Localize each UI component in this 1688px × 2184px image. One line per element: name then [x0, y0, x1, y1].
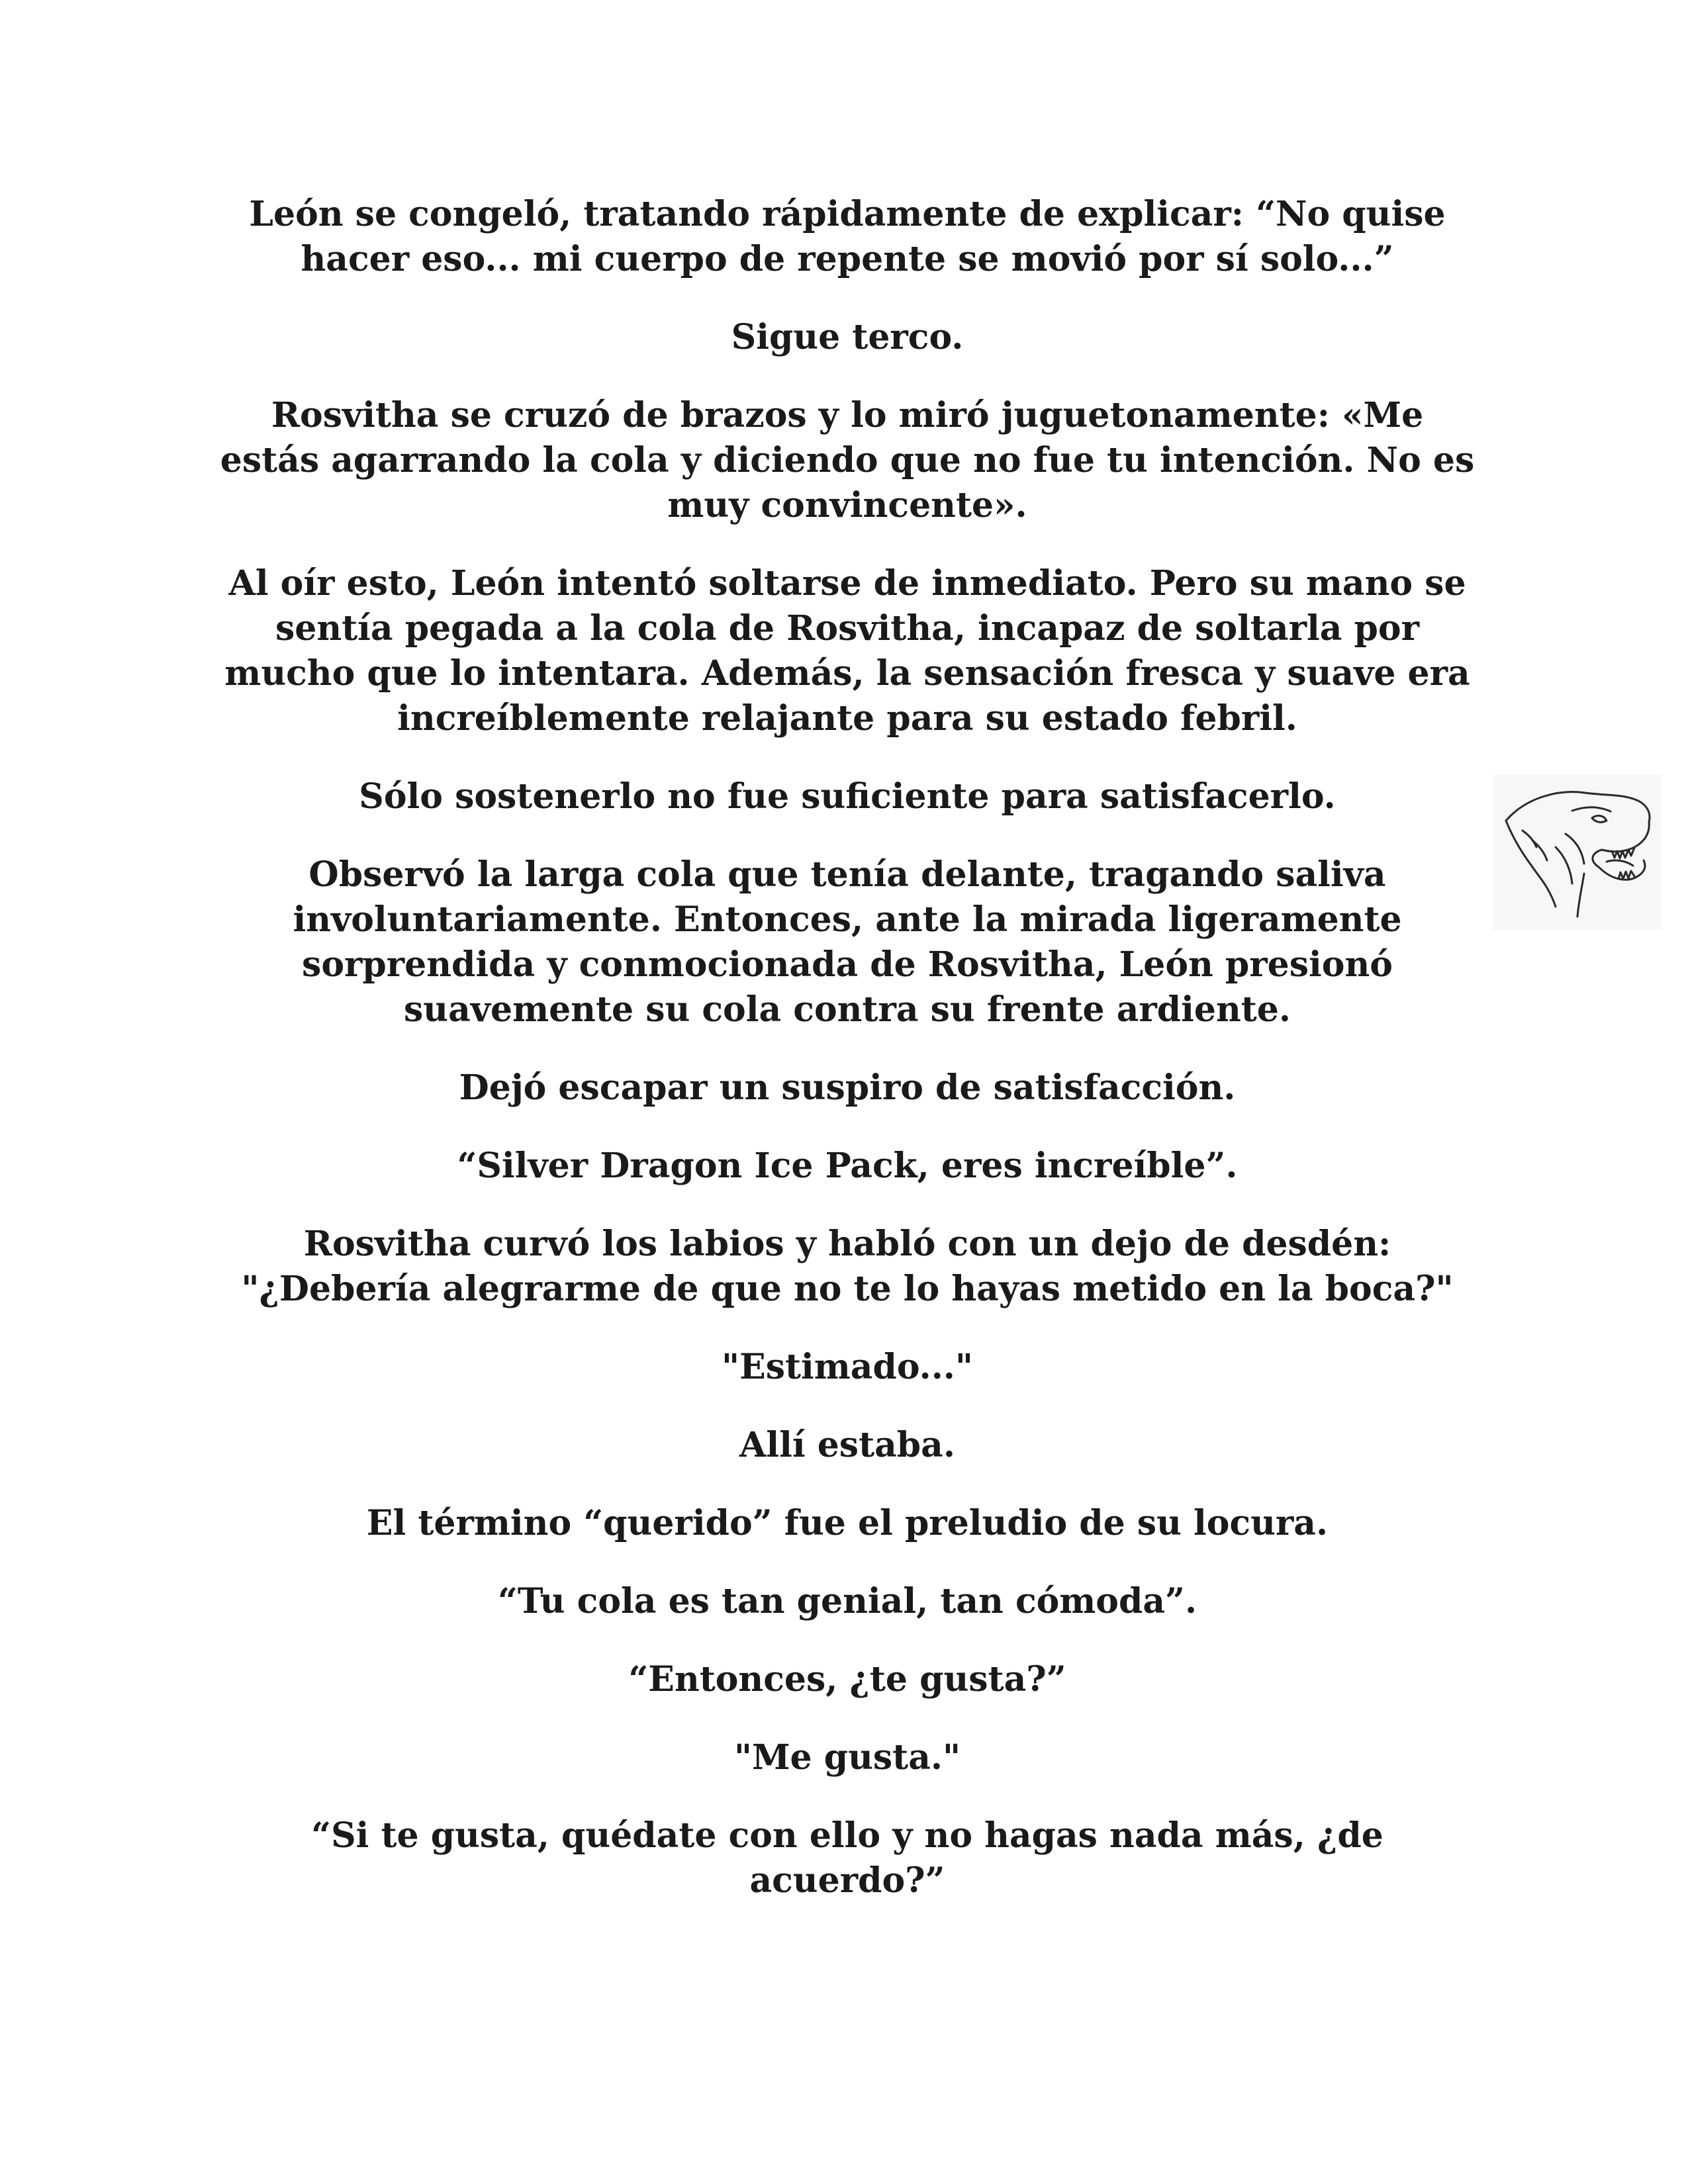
paragraph-8: “Silver Dragon Ice Pack, eres increíble”. [457, 1146, 1238, 1186]
paragraph-3: Rosvitha se cruzó de brazos y lo miró juguetonamente: «Me estás agarrando la cola y diciendo que no fue tu intención. No es muy convincente». [220, 395, 1475, 525]
paragraph-2: Sigue terco. [731, 317, 964, 357]
paragraph-6: Observó la larga cola que tenía delante, tragando saliva involuntariamente. Entonces, ante la mirada ligeramente sorprendida y conmocionada de Rosvitha, León presionó suavemente su cola contra su frente ardiente. [293, 854, 1402, 1030]
paragraph-14: “Entonces, ¿te gusta?” [628, 1659, 1066, 1700]
paragraph-7: Dejó escapar un suspiro de satisfacción. [459, 1068, 1236, 1108]
paragraph-16: “Si te gusta, quédate con ello y no hagas nada más, ¿de acuerdo?” [311, 1815, 1383, 1901]
story-text [218, 192, 1476, 1936]
paragraph-4: Al oír esto, León intentó soltarse de inmediato. Pero su mano se sentía pegada a la cola de Rosvitha, incapaz de soltarla por mucho que lo intentara. Además, la sensación fresca y suave era increíblemente relajante para su estado febril. [224, 563, 1470, 739]
paragraph-9: Rosvitha curvó los labios y habló con un dejo de desdén: "¿Debería alegrarme de que no te lo hayas metido en la boca?" [241, 1224, 1454, 1309]
paragraph-11: Allí estaba. [739, 1425, 955, 1465]
paragraph-1: León se congeló, tratando rápidamente de explicar: “No quise hacer eso... mi cuerpo de repente se movió por sí solo...” [249, 194, 1446, 279]
paragraph-13: “Tu cola es tan genial, tan cómoda”. [497, 1581, 1197, 1621]
paragraph-12: El término “querido” fue el preludio de su locura. [366, 1503, 1329, 1543]
paragraph-10: "Estimado..." [721, 1347, 974, 1387]
paragraph-15: "Me gusta." [733, 1737, 961, 1778]
paragraph-5: Sólo sostenerlo no fue suficiente para satisfacerlo. [359, 776, 1336, 817]
dragon-head-sketch-icon [1493, 774, 1662, 930]
